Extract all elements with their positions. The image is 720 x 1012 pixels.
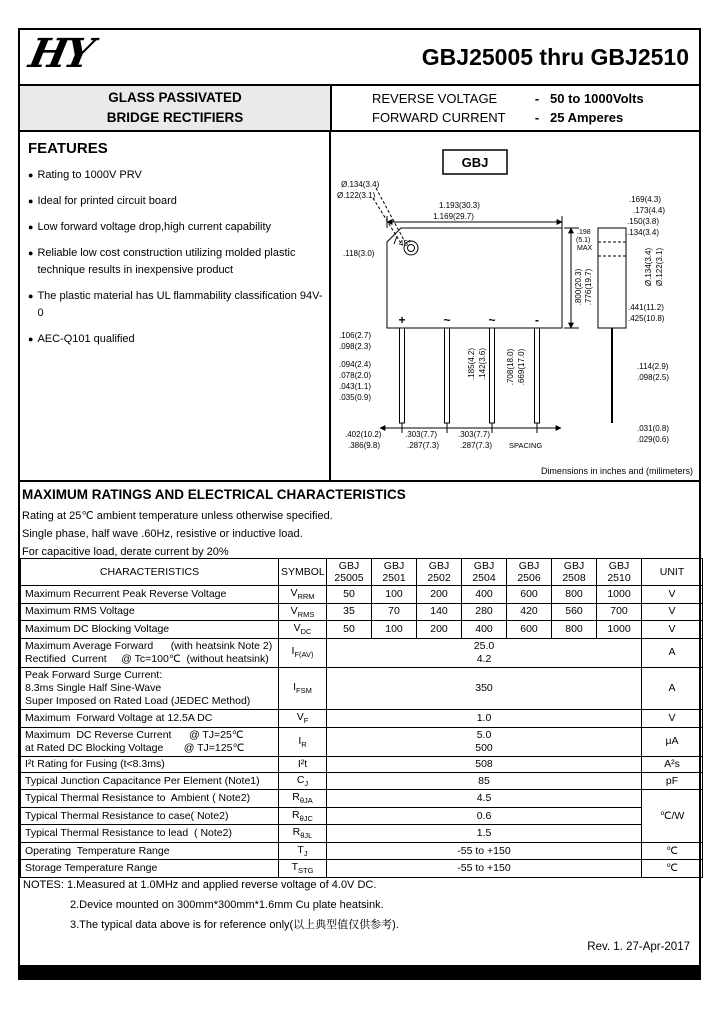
- page-title: GBJ25005 thru GBJ2510: [421, 44, 689, 70]
- feature-text: The plastic material has UL flammability classification 94V-0: [37, 290, 323, 320]
- value-cell: 400: [462, 586, 507, 603]
- header-model: GBJ 2510: [597, 559, 642, 586]
- polarity-mark: ~: [488, 313, 496, 327]
- symbol-cell: $V_F$: [279, 710, 327, 727]
- feature-text: Low forward voltage drop,high current capability: [37, 221, 272, 234]
- spec-row-forward-current: [372, 108, 699, 128]
- dim-label: .078(2.0): [339, 371, 372, 380]
- dim-label: .169(4.3): [629, 195, 662, 204]
- spec-box: [20, 84, 699, 132]
- symbol-cell: $I_{F(AV)}$: [279, 638, 327, 667]
- symbol-cell: $V_{DC}$: [279, 621, 327, 638]
- dim-label: .031(0.8): [637, 424, 670, 433]
- table-row: [21, 773, 703, 790]
- bullet-icon: ●: [28, 196, 34, 207]
- dim-label: .118(3.0): [343, 249, 375, 258]
- dim-label: MAX: [577, 245, 593, 252]
- header-model: GBJ 2508: [552, 559, 597, 586]
- dim-label: 1.169(29.7): [433, 212, 474, 221]
- characteristic-cell: Maximum DC Blocking Voltage: [21, 621, 279, 638]
- table-row: [21, 825, 703, 842]
- table-row: [21, 860, 703, 877]
- dim-label: Ø.122(3.1): [655, 247, 664, 287]
- brand-logo: HY: [25, 30, 96, 77]
- dim-label: Ø.122(3.1): [337, 191, 376, 200]
- value-cell: 560: [552, 603, 597, 620]
- value-cell: 1000: [597, 621, 642, 638]
- symbol-cell: $R_{\theta JA}$: [279, 790, 327, 807]
- table-row: [21, 727, 703, 756]
- characteristic-cell: Typical Thermal Resistance to Ambient ( Note2): [21, 790, 279, 807]
- dim-label: .386(9.8): [348, 441, 381, 450]
- characteristic-cell: Typical Thermal Resistance to case( Note2): [21, 807, 279, 824]
- value-cell: 1.0: [327, 710, 642, 727]
- characteristic-cell: Typical Thermal Resistance to lead ( Note2): [21, 825, 279, 842]
- unit-cell: ℃: [642, 842, 703, 859]
- value-cell: 400: [462, 621, 507, 638]
- dim-label: .114(2.9): [637, 362, 669, 371]
- dim-label: .800(20.3): [574, 268, 583, 306]
- dim-label: SPACING: [509, 441, 543, 450]
- unit-cell: V: [642, 710, 703, 727]
- features-title: FEATURES: [28, 140, 108, 157]
- unit-cell: ℃: [642, 860, 703, 877]
- dim-label: .094(2.4): [339, 360, 372, 369]
- bullet-icon: ●: [28, 248, 34, 259]
- symbol-cell: $R_{\theta JC}$: [279, 807, 327, 824]
- feature-text: AEC-Q101 qualified: [37, 333, 135, 346]
- revision: Rev. 1. 27-Apr-2017: [587, 941, 690, 953]
- dim-label: .669(17.0): [517, 348, 526, 386]
- ratings-title: MAXIMUM RATINGS AND ELECTRICAL CHARACTERISTICS: [22, 487, 406, 502]
- table-row: [21, 667, 703, 709]
- dim-label: Ø.134(3.4): [341, 180, 380, 189]
- dim-label: .287(7.3): [407, 441, 440, 450]
- table-row: [21, 638, 703, 667]
- value-cell: 35: [327, 603, 372, 620]
- dim-label: .708(18.0): [506, 348, 515, 386]
- characteristic-cell: Maximum Forward Voltage at 12.5A DC: [21, 710, 279, 727]
- characteristic-cell: Storage Temperature Range: [21, 860, 279, 877]
- dim-label: 45°: [399, 239, 412, 248]
- value-cell: -55 to +150: [327, 842, 642, 859]
- dim-label: .287(7.3): [460, 441, 493, 450]
- dim-label: .098(2.3): [339, 342, 372, 351]
- polarity-mark: +: [398, 313, 406, 327]
- unit-cell: ℃/W: [642, 790, 703, 842]
- table-row: [21, 807, 703, 824]
- symbol-cell: $T_{STG}$: [279, 860, 327, 877]
- ratings-head: [20, 484, 699, 561]
- dim-label: .029(0.6): [637, 435, 670, 444]
- spec-value: 50 to 1000Volts: [550, 90, 644, 106]
- value-cell: 25.0 4.2: [327, 638, 642, 667]
- value-cell: 350: [327, 667, 642, 709]
- dim-label: .441(11.2): [628, 303, 664, 312]
- characteristic-cell: Peak Forward Surge Current: 8.3ms Single Half Sine-Wave Super Imposed on Rated Load (JEDEC Method): [21, 667, 279, 709]
- spec-values: [332, 86, 699, 130]
- dim-label: .185(4.2): [467, 347, 476, 381]
- characteristic-cell: Typical Junction Capacitance Per Element (Note1): [21, 773, 279, 790]
- note-line: 3.The typical data above is for reference only(以上典型值仅供参考).: [70, 918, 399, 931]
- value-cell: 600: [507, 621, 552, 638]
- dim-label: (5.1): [576, 237, 591, 244]
- package-diagram: [331, 132, 699, 480]
- unit-cell: A: [642, 667, 703, 709]
- value-cell: 85: [327, 773, 642, 790]
- spec-label: REVERSE VOLTAGE: [372, 90, 498, 106]
- ratings-table-body: [21, 586, 703, 878]
- ratings-table-header-row: [21, 559, 703, 586]
- symbol-cell: $I_R$: [279, 727, 327, 756]
- spec-dash: -: [534, 90, 540, 106]
- value-cell: 4.5: [327, 790, 642, 807]
- value-cell: 420: [507, 603, 552, 620]
- characteristic-cell: Maximum DC Reverse Current @ TJ=25℃ at Rated DC Blocking Voltage @ TJ=125℃: [21, 727, 279, 756]
- value-cell: 600: [507, 586, 552, 603]
- content-row: [20, 132, 699, 482]
- table-row: [21, 756, 703, 772]
- dim-label: .198: [577, 229, 591, 236]
- bullet-icon: ●: [28, 222, 34, 233]
- dim-label: .098(2.5): [637, 373, 670, 382]
- dim-label: .303(7.7): [458, 430, 491, 439]
- feature-item: [28, 193, 323, 210]
- table-row: [21, 603, 703, 620]
- symbol-cell: $T_J$: [279, 842, 327, 859]
- symbol-cell: $V_{RMS}$: [279, 603, 327, 620]
- header: [20, 30, 699, 84]
- header-unit: UNIT: [642, 559, 703, 586]
- header-characteristics: CHARACTERISTICS: [21, 559, 279, 586]
- dim-label: 1.193(30.3): [439, 201, 480, 210]
- header-model: GBJ 2501: [372, 559, 417, 586]
- value-cell: 200: [417, 586, 462, 603]
- dim-label: .134(3.4): [627, 228, 660, 237]
- feature-text: Rating to 1000V PRV: [37, 169, 142, 181]
- value-cell: 1000: [597, 586, 642, 603]
- unit-cell: A: [642, 638, 703, 667]
- dim-label: .776(19.7): [584, 268, 593, 306]
- features-section: [20, 132, 331, 480]
- note-line: 2.Device mounted on 300mm*300mm*1.6mm Cu plate heatsink.: [70, 898, 384, 911]
- product-line2: BRIDGE RECTIFIERS: [106, 110, 244, 125]
- features-list: [28, 167, 323, 349]
- note-line: NOTES: 1.Measured at 1.0MHz and applied reverse voltage of 4.0V DC.: [23, 879, 377, 891]
- dim-label: .402(10.2): [345, 430, 382, 439]
- spec-value: 25 Amperes: [550, 110, 624, 125]
- spec-label: FORWARD CURRENT: [372, 110, 506, 125]
- dim-label: Ø.134(3.4): [644, 247, 653, 287]
- dim-label: .425(10.8): [628, 314, 665, 323]
- characteristic-cell: Maximum RMS Voltage: [21, 603, 279, 620]
- rating-condition: For capacitive load, derate current by 20%: [22, 546, 229, 559]
- table-row: [21, 790, 703, 807]
- table-row: [21, 842, 703, 859]
- package-name: GBJ: [461, 155, 489, 170]
- dim-label: .035(0.9): [339, 393, 372, 402]
- dim-label: .106(2.7): [339, 331, 372, 340]
- characteristic-cell: Maximum Recurrent Peak Reverse Voltage: [21, 586, 279, 603]
- symbol-cell: $I_{FSM}$: [279, 667, 327, 709]
- dim-label: .043(1.1): [339, 382, 372, 391]
- value-cell: 50: [327, 586, 372, 603]
- feature-text: Reliable low cost construction utilizing molded plastic technique results in inexpensive product: [37, 247, 296, 277]
- polarity-mark: ~: [443, 313, 451, 327]
- value-cell: 1.5: [327, 825, 642, 842]
- value-cell: 800: [552, 621, 597, 638]
- value-cell: 280: [462, 603, 507, 620]
- header-model: GBJ 2502: [417, 559, 462, 586]
- spec-dash: -: [534, 110, 540, 125]
- notes-section: [23, 876, 399, 935]
- value-cell: 200: [417, 621, 462, 638]
- ratings-table: [20, 558, 703, 878]
- value-cell: 140: [417, 603, 462, 620]
- unit-cell: pF: [642, 773, 703, 790]
- unit-cell: V: [642, 621, 703, 638]
- table-row: [21, 710, 703, 727]
- value-cell: 100: [372, 621, 417, 638]
- dimensions-caption: Dimensions in inches and (milimeters): [540, 466, 693, 476]
- unit-cell: A²s: [642, 756, 703, 772]
- value-cell: 50: [327, 621, 372, 638]
- symbol-cell: $C_J$: [279, 773, 327, 790]
- bullet-icon: ●: [28, 170, 34, 180]
- feature-item: [28, 331, 323, 348]
- header-model: GBJ 2504: [462, 559, 507, 586]
- footer-bar: [20, 965, 699, 978]
- value-cell: 70: [372, 603, 417, 620]
- package-diagram-panel: [331, 132, 699, 480]
- bullet-icon: ●: [28, 334, 34, 345]
- rating-condition: Rating at 25℃ ambient temperature unless otherwise specified.: [22, 510, 333, 522]
- unit-cell: V: [642, 603, 703, 620]
- dim-label: .303(7.7): [405, 430, 438, 439]
- spec-row-reverse-voltage: [372, 89, 699, 109]
- dim-label: .142(3.6): [478, 347, 487, 381]
- symbol-cell: $V_{RRM}$: [279, 586, 327, 603]
- feature-item: [28, 245, 323, 279]
- feature-text: Ideal for printed circuit board: [37, 195, 177, 208]
- feature-item: [28, 288, 323, 322]
- symbol-cell: $R_{\theta JL}$: [279, 825, 327, 842]
- unit-cell: μA: [642, 727, 703, 756]
- value-cell: 5.0 500: [327, 727, 642, 756]
- rating-condition: Single phase, half wave .60Hz, resistive or inductive load.: [22, 528, 303, 541]
- dim-label: .173(4.4): [633, 206, 666, 215]
- characteristic-cell: I²t Rating for Fusing (t<8.3ms): [21, 756, 279, 772]
- value-cell: 700: [597, 603, 642, 620]
- page-frame: [18, 28, 701, 980]
- characteristic-cell: Operating Temperature Range: [21, 842, 279, 859]
- unit-cell: V: [642, 586, 703, 603]
- header-model: GBJ 25005: [327, 559, 372, 586]
- product-line1: GLASS PASSIVATED: [108, 89, 242, 105]
- value-cell: 100: [372, 586, 417, 603]
- value-cell: -55 to +150: [327, 860, 642, 877]
- feature-item: [28, 167, 323, 184]
- table-row: [21, 621, 703, 638]
- value-cell: 800: [552, 586, 597, 603]
- value-cell: 0.6: [327, 807, 642, 824]
- characteristic-cell: Maximum Average Forward (with heatsink Note 2) Rectified Current @ Tc=100℃ (without heatsink): [21, 638, 279, 667]
- bullet-icon: ●: [28, 291, 34, 302]
- header-symbol: SYMBOL: [279, 559, 327, 586]
- header-model: GBJ 2506: [507, 559, 552, 586]
- dim-label: .150(3.8): [627, 217, 660, 226]
- polarity-mark: -: [535, 313, 539, 327]
- value-cell: 508: [327, 756, 642, 772]
- symbol-cell: I²t: [279, 756, 327, 772]
- product-type: [20, 86, 332, 130]
- table-row: [21, 586, 703, 603]
- feature-item: [28, 219, 323, 236]
